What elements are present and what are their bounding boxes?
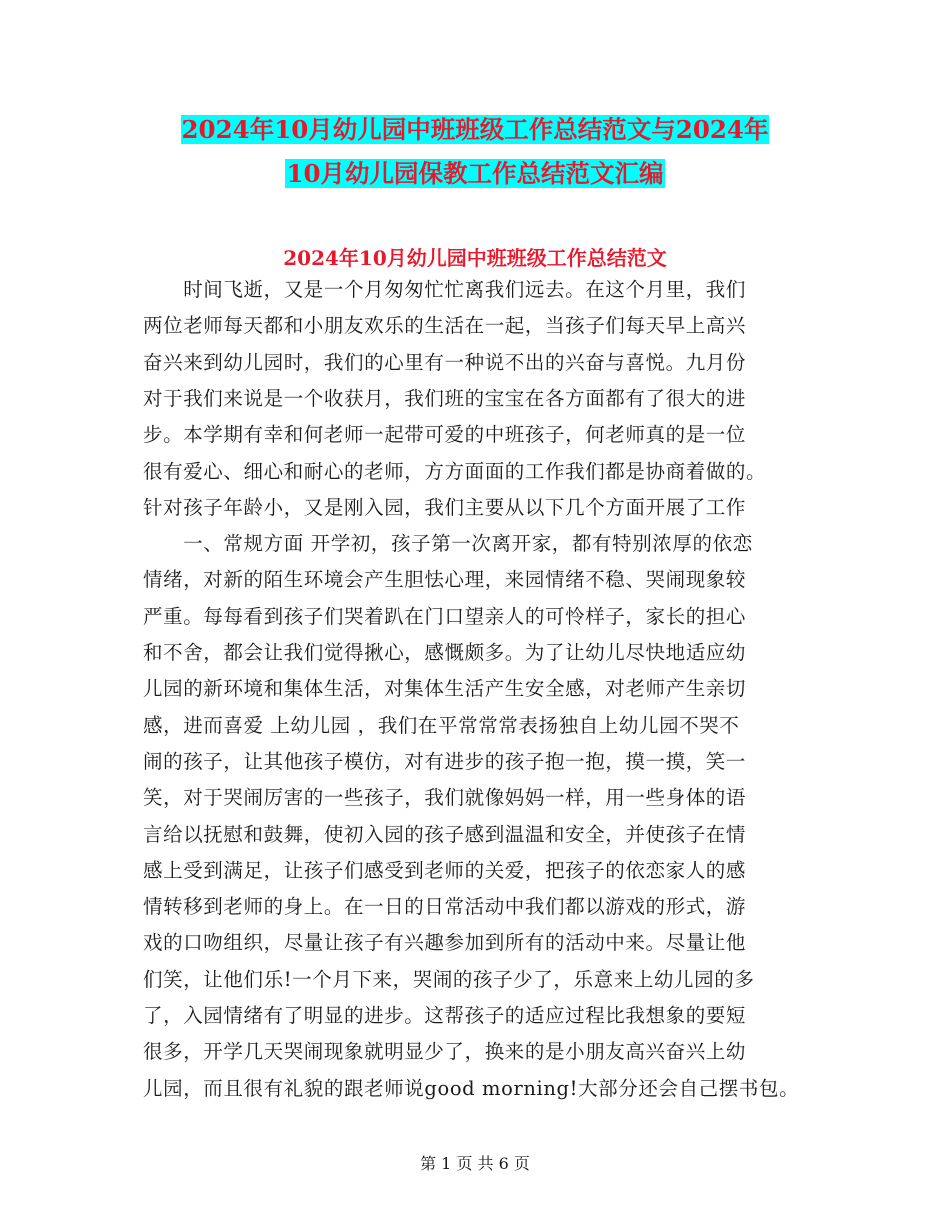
body-line: 闹的孩子，让其他孩子模仿，对有进步的孩子抱一抱，摸一摸，笑一 [143,749,747,773]
body-line: 们笑，让他们乐!一个月下来，哭闹的孩子少了，乐意来上幼儿园的多 [143,967,755,991]
body-line: 奋兴来到幼儿园时，我们的心里有一种说不出的兴奋与喜悦。九月份 [143,350,747,374]
body-line: 一、常规方面 开学初，孩子第一次离开家，都有特别浓厚的依恋 [143,532,753,556]
page-footer: 第 1 页 共 6 页 [420,1154,530,1173]
body-line: 和不舍，都会让我们觉得揪心，感慨颇多。为了让幼儿尽快地适应幼 [143,641,747,664]
document-title-line-2 [0,157,950,191]
body-line: 笑，对于哭闹厉害的一些孩子，我们就像妈妈一样，用一些身体的语 [143,786,747,810]
body-line: 感上受到满足，让孩子们感受到老师的关爱，把孩子的依恋家人的感 [143,858,747,882]
body-line: 两位老师每天都和小朋友欢乐的生活在一起，当孩子们每天早上高兴 [143,314,747,338]
body-line: 时间飞逝，又是一个月匆匆忙忙离我们远去。在这个月里，我们 [143,278,747,301]
body-line: 感，进而喜爱 上幼儿园 ，我们在平常常常表扬独自上幼儿园不哭不 [143,713,740,737]
body-line: 戏的口吻组织，尽量让孩子有兴趣参加到所有的活动中来。尽量让他 [143,931,747,955]
body-line: 针对孩子年龄小，又是刚入园，我们主要从以下几个方面开展了工作 [143,495,747,519]
title-line-2-text: 10月幼儿园保教工作总结范文汇编 [286,159,664,188]
body-line: 很有爱心、细心和耐心的老师，方方面面的工作我们都是协商着做的。 [143,459,767,483]
document-title-line-1 [0,113,950,147]
body-line: 步。本学期有幸和何老师一起带可爱的中班孩子，何老师真的是一位 [143,423,747,447]
body-line: 情转移到老师的身上。在一日的日常活动中我们都以游戏的形式，游 [143,895,747,919]
body-line: 了，入园情绪有了明显的进步。这帮孩子的适应过程比我想象的要短 [143,1004,747,1027]
body-line: 对于我们来说是一个收获月，我们班的宝宝在各方面都有了很大的进 [143,386,747,410]
body-line: 言给以抚慰和鼓舞，使初入园的孩子感到温温和安全，并使孩子在情 [143,822,747,846]
body-line: 严重。每每看到孩子们哭着趴在门口望亲人的可怜样子，家长的担心 [143,604,747,628]
body-line: 儿园的新环境和集体生活，对集体生活产生安全感，对老师产生亲切 [143,677,747,701]
body-line: 儿园，而且很有礼貌的跟老师说good morning!大部分还会自己摆书包。 [143,1076,800,1100]
body-line: 情绪，对新的陌生环境会产生胆怯心理，来园情绪不稳、哭闹现象较 [143,568,747,592]
section-heading: 2024年10月幼儿园中班班级工作总结范文 [283,246,667,270]
title-line-1-text: 2024年10月幼儿园中班班级工作总结范文与2024年 [181,115,769,144]
body-line: 很多，开学几天哭闹现象就明显少了，换来的是小朋友高兴奋兴上幼 [143,1040,747,1064]
